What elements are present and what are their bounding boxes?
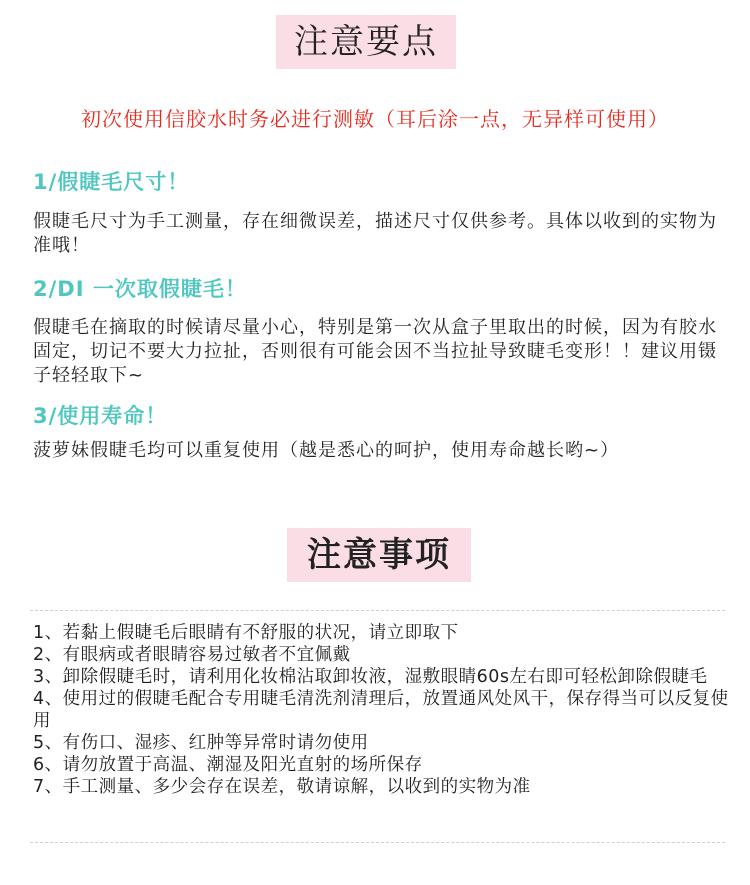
section-1-heading: 1/假睫毛尺寸！ bbox=[33, 170, 190, 194]
list-item: 6、请勿放置于高温、潮湿及阳光直射的场所保存 bbox=[33, 755, 423, 775]
list-item: 7、手工测量、多少会存在误差，敬请谅解，以收到的实物为准 bbox=[33, 777, 531, 797]
list-item: 1、若黏上假睫毛后眼睛有不舒服的状况，请立即取下 bbox=[33, 623, 459, 643]
allergy-warning: 初次使用信胶水时务必进行测敏（耳后涂一点，无异样可使用） bbox=[81, 107, 669, 131]
precautions-title: 注意事项 bbox=[307, 535, 451, 575]
list-item: 2、有眼病或者眼睛容易过敏者不宜佩戴 bbox=[33, 645, 351, 665]
section-3-body: 菠萝妹假睫毛均可以重复使用（越是悉心的呵护，使用寿命越长哟~） bbox=[33, 440, 620, 461]
top-divider bbox=[30, 610, 725, 611]
section-2-body: 假睫毛在摘取的时候请尽量小心，特别是第一次从盒子里取出的时候，因为有胶水固定，切记不要大力拉扯，否则很有可能会因不当拉扯导致睫毛变形！！建议用镊子轻轻取下~ bbox=[33, 317, 717, 386]
precautions-title-banner bbox=[287, 528, 471, 582]
bottom-divider bbox=[30, 842, 725, 843]
notice-title-banner bbox=[276, 15, 456, 69]
section-3-heading: 3/使用寿命！ bbox=[33, 404, 168, 428]
list-item: 3、卸除假睫毛时，请利用化妆棉沾取卸妆液，湿敷眼睛60s左右即可轻松卸除假睫毛 bbox=[33, 667, 708, 687]
precautions-list bbox=[33, 622, 738, 798]
section-1-body: 假睫毛尺寸为手工测量，存在细微误差，描述尺寸仅供参考。具体以收到的实物为准哦！ bbox=[33, 211, 717, 256]
notice-title: 注意要点 bbox=[294, 22, 438, 62]
section-2-heading: 2/DI 一次取假睫毛！ bbox=[33, 277, 247, 301]
list-item: 4、使用过的假睫毛配合专用睫毛清洗剂清理后，放置通风处风干，保存得当可以反复使用 bbox=[33, 689, 729, 731]
list-item: 5、有伤口、湿疹、红肿等异常时请勿使用 bbox=[33, 733, 369, 753]
